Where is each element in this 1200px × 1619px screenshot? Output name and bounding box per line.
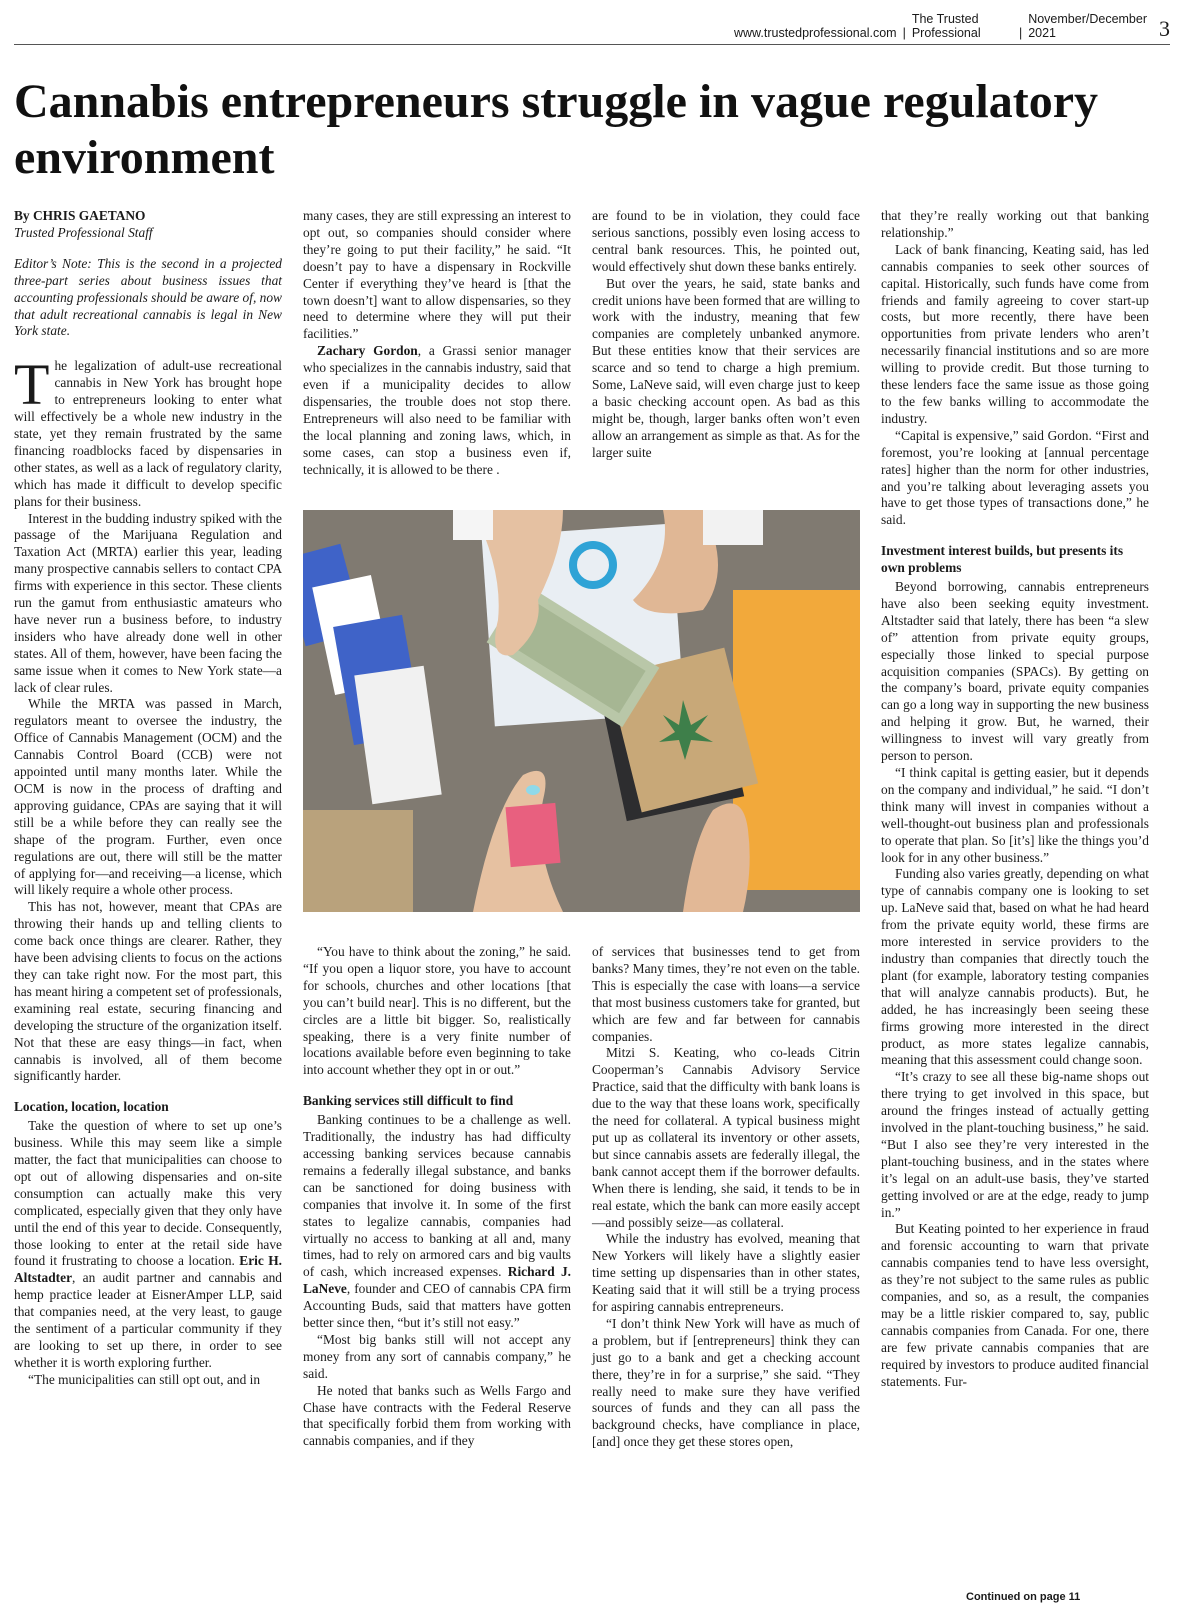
byline: By CHRIS GAETANO	[14, 208, 146, 223]
editors-note: Editor’s Note: This is the second in a projected three-part series about business issues that accounting professionals should be aware of, now that adult recreational cannabis is legal in New York state.	[14, 255, 282, 339]
page-number: 3	[1159, 16, 1170, 41]
paragraph: “I don’t think New York will have as much of a problem, but if [entrepreneurs] think they can just go to a bank and get a checking account there, they’re in for a surprise,” she said. “They really need to make sure they have verified sources of funds and they can all pass the background checks, have compliance in place, [and] once they get these stores open,	[592, 1315, 860, 1450]
subhead-location: Location, location, location	[14, 1099, 169, 1115]
article-photo	[303, 510, 860, 912]
paragraph: Interest in the budding industry spiked with the passage of the Marijuana Regulation and Taxation Act (MRTA) earlier this year, leading many prospective cannabis sellers to contact CPA firms with experience in this sector. These clients run the gamut from enthusiastic amateurs who have never run a business before, to industry insiders who have already done well in other states. All of them, however, have been facing the same issue when it comes to New York state—a lack of clear rules.	[14, 510, 282, 695]
paragraph: are found to be in violation, they could face serious sanctions, possibly even losing access to central bank resources. This, he pointed out, would effectively shut down these banks entirely.	[592, 208, 860, 274]
paragraph: “It’s crazy to see all these big-name shops out there trying to get involved in this space, but around the fringes instead of actually getting involved in the plant-touching business,” he said. “But I also see they’re very interested in the plant-touching business, and in the states where it’s legal on an adult-use basis, they’ve started getting involved or are at the edge, ready to jump in.”	[881, 1069, 1149, 1220]
page-header	[734, 14, 1170, 40]
paragraph: But Keating pointed to her experience in fraud and forensic accounting to warn that private cannabis companies tend to have less oversight, as they’re not subject to the same rules as public companies, and so, as a result, the companies may be a little riskier compared to, say, public cannabis companies from Canada. For one, there are few private cannabis companies that are required by investors to produce audited financial statements. Fur-	[881, 1221, 1149, 1389]
paragraph: of services that businesses tend to get from banks? Many times, they’re not even on the table. This is especially the case with loans—a service that most business customers take for granted, but which are few and far between for cannabis companies.	[592, 944, 860, 1044]
paragraph: This has not, however, meant that CPAs are throwing their hands up and telling clients to come back once things are clearer. Rather, they have been advising clients to focus on the actions they can take right now. For the most part, this has meant hiring a competent set of professionals, examining real estate, securing financing and developing the structure of the organization itself. Not that these are easy things—in fact, when cannabis is involved, all of them become significantly harder.	[14, 899, 282, 1084]
paragraph: Lack of bank financing, Keating said, has led cannabis companies to seek other sources of capital. Historically, such funds have come from friends and family agreeing to cover start-up costs, but more recently, there have been opportunities from private lenders who aren’t necessarily financial institutions and so are more willing to provide credit. But those turning to these lenders face the same issue as those going to the few banks willing to accommodate the industry.	[881, 241, 1149, 426]
paragraph: Beyond borrowing, cannabis entrepreneurs have also been seeking equity investment. Altstadter said that lately, there has been “a slew of” attention from private equity groups, especially those linked to special purpose acquisition companies (SPACs). By getting on the company’s board, private equity companies can go a long way in supporting the new business and helping it grow. But, he warned, their willingness to invest will vary greatly from person to person.	[881, 579, 1149, 764]
paragraph: The legalization of adult-use recreational cannabis in New York has brought hope to entrepreneurs looking to enter what will effectively be a whole new industry in the state, yet they remain frustrated by the same financing roadblocks faced by dispensaries in other states, as well as a lack of regulatory clarity, which has made it difficult to develop specific plans for their business.	[14, 352, 282, 509]
paragraph: Mitzi S. Keating, who co-leads Citrin Cooperman’s Cannabis Advisory Service Practice, said that the difficulty with bank loans is due to the way that these loans work, specifically the need for collateral. A typical business might put up as collateral its inventory or other assets, but since cannabis assets are federally illegal, the bank cannot accept them if the borrower defaults. When there is lending, she said, it tends to be in real estate, which the bank can more easily accept—and possibly seize—as collateral.	[592, 1045, 860, 1230]
header-issue: November/December 2021	[1028, 12, 1147, 40]
paragraph: While the MRTA was passed in March, regulators meant to oversee the industry, the Office of Cannabis Management (OCM) and the Cannabis Control Board (CCB) were not appointed until many months later. While the OCM is now in the process of drafting and approving guidance, CPAs are saying that it will still be a while before they can really see the shape of the program. Further, even once regulations are out, there will still be the matter of applying for—and receiving—a license, which will likely require a whole other process.	[14, 696, 282, 898]
column-1	[14, 208, 282, 1389]
paragraph: “You have to think about the zoning,” he said. “If you open a liquor store, you have to account for schools, churches and other locations [that you can’t build near]. This is no different, but the circles are a little bit bigger. So, realistically speaking, there is a very finite number of locations available before even beginning to take into account whether they opt in or out.”	[303, 944, 571, 1078]
paragraph: He noted that banks such as Wells Fargo and Chase have contracts with the Federal Reserve that specifically forbid them from working with cannabis companies, and if they	[303, 1382, 571, 1449]
continued-link[interactable]: Continued on page 11	[966, 1591, 1081, 1603]
paragraph: “I think capital is getting easier, but it depends on the company and individual,” he said. “I don’t think many will invest in companies without a well-thought-out business plan and professionals to operate that plan. So [it’s] like the things you’d look for in any other business.”	[881, 765, 1149, 865]
header-url: www.trustedprofessional.com	[734, 26, 897, 40]
paragraph: “Most big banks still will not accept any money from any sort of cannabis company,” he said.	[303, 1331, 571, 1381]
subhead-banking: Banking services still difficult to find	[303, 1093, 514, 1109]
column-3-top	[592, 208, 860, 462]
subhead-investment: Investment interest builds, but presents its own problems	[881, 543, 1124, 576]
paragraph: that they’re really working out that banking relationship.”	[881, 208, 1149, 240]
column-4	[881, 208, 1149, 1391]
money-exchange-illustration	[303, 510, 860, 912]
paragraph: Take the question of where to set up one’s business. While this may seem like a simple matter, the fact that municipalities can choose to opt out of allowing dispensaries and on-site consumption can actually make this very complicated, especially given that they only have until the end of this year to decide. Consequently, those looking to enter at the retail side have found it frustrating to choose a location. Eric H. Altstadter, an audit partner and cannabis and hemp practice leader at EisnerAmper LLP, said that companies need, at the very least, to gauge the sentiment of a particular community if they are looking to set up there, in order to see whether it is worth exploring further.	[14, 1118, 282, 1370]
header-separator: |	[902, 26, 906, 40]
person-name: Richard J. LaNeve	[303, 1264, 571, 1297]
header-rule	[14, 44, 1170, 45]
paragraph: Zachary Gordon, a Grassi senior manager who specializes in the cannabis industry, said that even if a municipality decides to allow dispensaries, the trouble does not stop there. Entrepreneurs will also need to be familiar with the local planning and zoning laws, which, in some cases, can stop a business even if, technically, it is allowed to be there .	[303, 343, 572, 477]
author-title: Trusted Professional Staff	[14, 224, 153, 240]
column-2-bottom	[303, 944, 571, 1450]
paragraph: But over the years, he said, state banks and credit unions have been formed that are willing to work with the industry, meaning that few companies are completely unbanked anymore. But these entities know that their services are scarce and so tend to charge a high premium. Some, LaNeve said, will even charge just to keep a basic checking account open. As bad as this might be, though, larger banks often won’t even allow an arrangement as simple as that. As for the larger suite	[592, 275, 860, 460]
paragraph: “The municipalities can still opt out, and in	[28, 1371, 261, 1387]
article-headline: Cannabis entrepreneurs struggle in vague regulatory environment	[14, 75, 1099, 184]
header-separator: |	[1018, 26, 1023, 40]
paragraph: While the industry has evolved, meaning that New Yorkers will likely have a slightly easier time setting up dispensaries than in other states, Keating said that it will still be a trying process for aspiring cannabis entrepreneurs.	[592, 1231, 860, 1315]
person-name: Eric H. Altstadter	[14, 1253, 282, 1286]
paragraph: Funding also varies greatly, depending on what type of cannabis company one is looking to set up. LaNeve said that, based on what he had heard from the private equity world, these firms are more interested in service providers to the industry than companies that directly touch the plant (for example, laboratory testing companies that will analyze cannabis products). But, he added, he has increasingly been seeing these firms growing more interested in the direct product, as more states legalize cannabis, meaning that this assessment could change soon.	[881, 866, 1149, 1068]
column-3-bottom	[592, 944, 860, 1451]
drop-cap: T	[14, 352, 50, 418]
person-name: Zachary Gordon	[317, 343, 418, 359]
column-2-top	[303, 208, 571, 479]
paragraph: Banking continues to be a challenge as well. Traditionally, the industry has had difficulty accessing banking services because cannabis remains a federally illegal substance, and banks can be sanctioned for doing business with companies that involve it. In some of the first states to legalize cannabis, companies had virtually no access to banking at all and, many times, had to rely on armored cars and big vaults of cash, which increased expenses. Richard J. LaNeve, founder and CEO of cannabis CPA firm Accounting Buds, said that matters have gotten better since then, “but it’s still not easy.”	[303, 1112, 571, 1331]
header-publication: The Trusted Professional	[911, 12, 981, 40]
paragraph: many cases, they are still expressing an interest to opt out, so companies should consider where they’re going to put their facility,” he said. “It doesn’t pay to have a dispensary in Rockville Center if everything they’ve heard is [that the town doesn’t] want to allow dispensaries, so they need to determine where they will put their facilities.”	[303, 208, 571, 342]
paragraph: “Capital is expensive,” said Gordon. “First and foremost, you’re looking at [annual percentage rates] higher than the norm for other industries, and you’re talking about leveraging assets you have to get those types of transactions done,” he said.	[881, 427, 1149, 528]
